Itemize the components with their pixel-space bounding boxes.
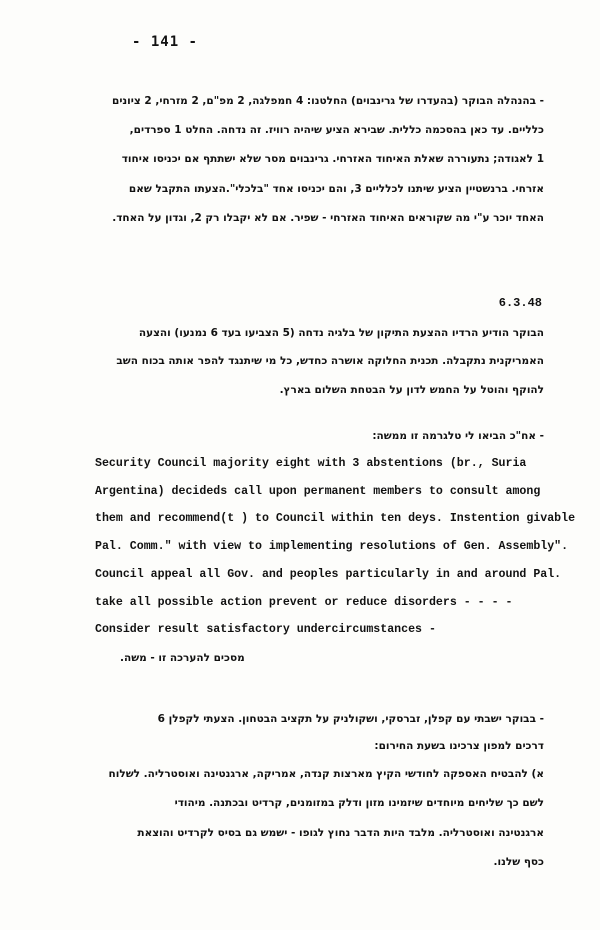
paragraph-line: א) להבטיח האספקה לחודשי הקיץ מארצות קנדה, אמריקה, ארגנטינה ואוסטרליה. לשלוח	[108, 768, 544, 780]
telegram-line: Security Council majority eight with 3 abstentions (br., Suria	[95, 457, 527, 470]
paragraph-line: - בהנהלה הבוקר (בהעדרו של גרינבוים) החלטנו: 4 חמפלגה, 2 מפ"ם, 2 מזרחי, 2 ציונים	[112, 95, 544, 107]
paragraph-line: להוקף והוטל על החמש לדון על הבטחת השלום בארץ.	[279, 384, 544, 396]
telegram-line: Consider result satisfactory undercircumstances -	[95, 623, 436, 636]
paragraph-line: האמריקנית נתקבלה. תכנית החלוקה אושרה כחדש, כל מי שיתנגד להפר אותה בכוח השב	[116, 355, 544, 367]
telegram-line: Council appeal all Gov. and peoples particularly in and around Pal.	[95, 568, 562, 581]
telegram-line: Pal. Comm." with view to implementing resolutions of Gen. Assembly".	[95, 540, 569, 553]
paragraph-line: האחד יוכר ע"י מה שקוראים האיחוד האזרחי - שפיר. אם לא יקבלו רק 2, וגדון על האחד.	[112, 212, 544, 224]
paragraph-line: 1 לאגודה; נתעוררה שאלת האיחוד האזרחי. גרינבוים מסר שלא ישתתף אם יכניסו איחוד	[121, 153, 544, 165]
paragraph-line: דרכים למפון צרכינו בשעת החירום:	[374, 740, 544, 752]
paragraph-line: אזרחי. ברנשטיין הציע שיתנו לכלליים 3, והם יכניסו אחד "בלכלי".הצעתו התקבל שאם	[128, 183, 544, 195]
entry-date: 6.3.48	[498, 296, 542, 310]
telegram-line: take all possible action prevent or reduce disorders - - - -	[95, 596, 513, 609]
paragraph-line: כלליים. עד כאן בהסכמה כללית. שבירא הציע שיהיה רוויז. זה נדחה. החלט 1 ספרדים,	[129, 124, 544, 136]
telegram-line: Argentina) decideds call upon permanent members to consult among	[95, 485, 541, 498]
paragraph-line: כסף שלנו.	[493, 856, 544, 868]
page-number: - 141 -	[131, 34, 198, 50]
telegram-line: them and recommend(t ) to Council within ten deys. Instention givable	[95, 512, 576, 525]
paragraph-line: - בבוקר ישבתי עם קפלן, זברסקי, ושקולניק על תקציב הבטחון. הצעתי לקפלן 6	[157, 713, 544, 725]
paragraph-line: - אח"כ הביאו לי טלגרמה זו ממשה:	[372, 430, 544, 442]
paragraph-line: ארגנטינה ואוסטרליה. מלבד היות הדבר נחוץ לגופו - ישמש גם בסיס לקרדיט והוצאת	[137, 827, 544, 839]
telegram-signature: מסכים להערכה זו - משה.	[120, 652, 245, 664]
paragraph-line: לשם כך שליחים מיוחדים שיזמינו מזון ודלק במזומנים, קרדיט ובכתנה. מיהודי	[174, 797, 544, 809]
paragraph-line: הבוקר הודיע הרדיו ההצעת התיקון של בלגיה נדחה (5 הצביעו בעד 6 נמנעו) והצעה	[138, 327, 544, 339]
